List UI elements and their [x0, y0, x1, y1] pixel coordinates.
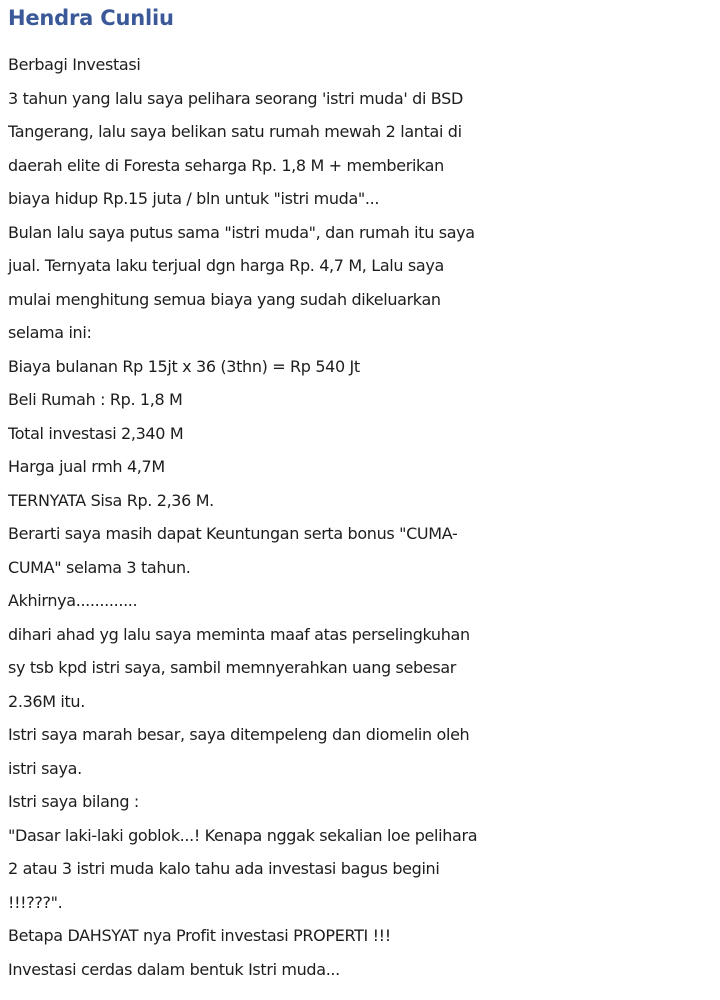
author-name[interactable]: Hendra Cunliu — [8, 6, 174, 30]
post-line: Harga jual rmh 4,7M — [8, 457, 165, 476]
post-line: daerah elite di Foresta seharga Rp. 1,8 M + memberikan — [8, 155, 444, 175]
post-line: biaya hidup Rp.15 juta / bln untuk "istri muda"... — [8, 189, 380, 208]
post-line: Berbagi Investasi — [8, 55, 141, 74]
post-line: Istri saya bilang : — [8, 792, 139, 811]
post-line: Istri saya marah besar, saya ditempeleng dan diomelin oleh — [8, 725, 470, 744]
post-line: Berarti saya masih dapat Keuntungan serta bonus "CUMA- — [8, 524, 458, 543]
post-line: 2.36M itu. — [8, 691, 85, 711]
post-line: jual. Ternyata laku terjual dgn harga Rp. 4,7 M, Lalu saya — [8, 256, 444, 275]
post-line: !!!???". — [8, 892, 63, 912]
post-line: sy tsb kpd istri saya, sambil memnyerahkan uang sebesar — [8, 658, 457, 677]
post-line: mulai menghitung semua biaya yang sudah dikeluarkan — [8, 289, 441, 309]
post-line: Akhirnya............. — [8, 591, 138, 610]
post-line: Bulan lalu saya putus sama "istri muda", dan rumah itu saya — [8, 222, 475, 242]
post-line: TERNYATA Sisa Rp. 2,36 M. — [8, 490, 214, 510]
post-line: 2 atau 3 istri muda kalo tahu ada investasi bagus begini — [8, 859, 440, 878]
post-line: Total investasi 2,340 M — [8, 423, 184, 443]
post-line: Tangerang, lalu saya belikan satu rumah mewah 2 lantai di — [8, 122, 462, 141]
post-line: dihari ahad yg lalu saya meminta maaf atas perselingkuhan — [8, 624, 470, 644]
post-body — [8, 48, 720, 986]
post-line: Beli Rumah : Rp. 1,8 M — [8, 390, 183, 409]
post-line: CUMA" selama 3 tahun. — [8, 557, 191, 577]
post-line: "Dasar laki-laki goblok...! Kenapa nggak sekalian loe pelihara — [8, 825, 478, 845]
post-line: Biaya bulanan Rp 15jt x 36 (3thn) = Rp 540 Jt — [8, 356, 360, 376]
post-line: Betapa DAHSYAT nya Profit investasi PROPERTI !!! — [8, 926, 391, 945]
post-line: istri saya. — [8, 758, 82, 778]
post-line: Investasi cerdas dalam bentuk Istri muda... — [8, 959, 340, 979]
post-line: selama ini: — [8, 323, 92, 342]
post-line: 3 tahun yang lalu saya pelihara seorang 'istri muda' di BSD — [8, 88, 463, 108]
